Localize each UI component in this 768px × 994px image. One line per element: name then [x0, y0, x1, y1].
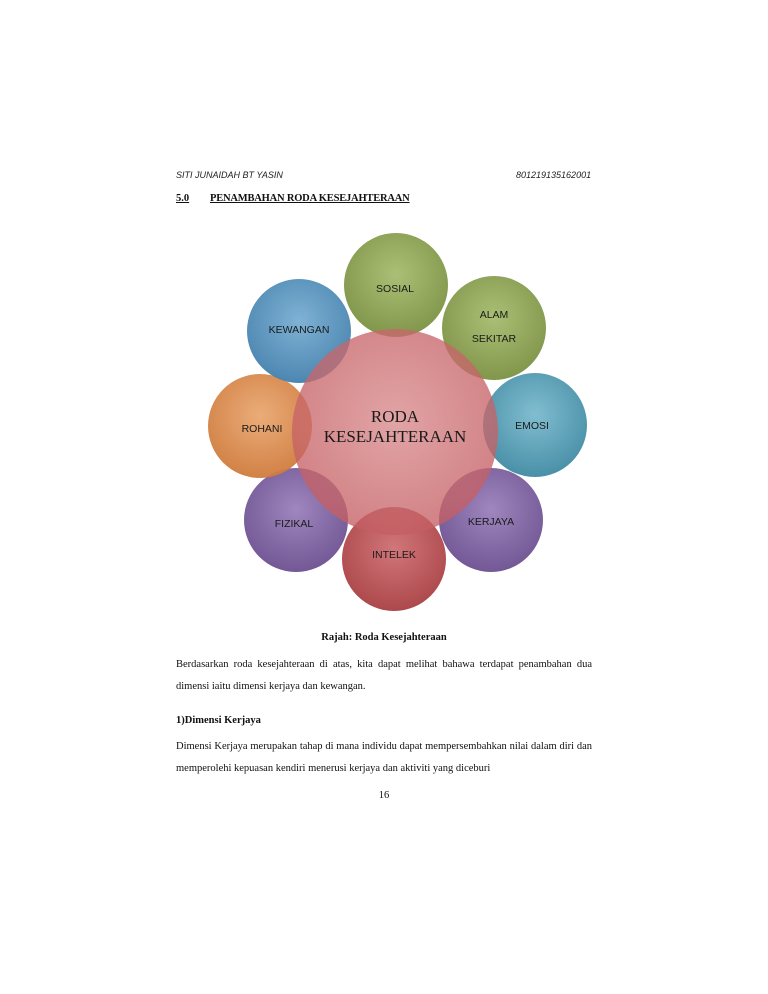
header-id-number: 801219135162001: [516, 170, 592, 180]
petal-label-sekitar: SEKITAR: [471, 333, 517, 345]
petal-label-alam: ALAM: [479, 309, 509, 321]
paragraph-kerjaya: Dimensi Kerjaya merupakan tahap di mana individu dapat mempersembahkan nilai dalam diri dan memperolehi kepuasan kendiri menerusi kerjaya dan aktiviti yang diceburi: [176, 741, 592, 774]
subheading-dimensi-kerjaya: 1)Dimensi Kerjaya: [176, 715, 261, 726]
header-author: SITI JUNAIDAH BT YASIN: [176, 170, 283, 180]
petal-label-emosi: EMOSI: [515, 420, 549, 432]
section-title: PENAMBAHAN RODA KESEJAHTERAAN: [210, 193, 410, 204]
section-number: 5.0: [176, 193, 190, 204]
petal-label-kewangan: KEWANGAN: [268, 324, 330, 336]
petal-label-rohani: ROHANI: [241, 423, 283, 435]
petal-label-fizikal: FIZIKAL: [274, 518, 314, 530]
paragraph-intro: Berdasarkan roda kesejahteraan di atas, kita dapat melihat bahawa terdapat penambahan dua dimensi iaitu dimensi kerjaya dan kewangan.: [176, 659, 592, 692]
petal-label-sosial: SOSIAL: [376, 283, 414, 295]
figure-caption: Rajah: Roda Kesejahteraan: [321, 632, 447, 643]
center-label-line2: KESEJAHTERAAN: [323, 427, 467, 446]
page-number: 16: [378, 790, 390, 801]
petal-label-intelek: INTELEK: [372, 549, 416, 561]
center-label-line1: RODA: [370, 407, 420, 426]
petal-label-kerjaya: KERJAYA: [467, 516, 515, 528]
